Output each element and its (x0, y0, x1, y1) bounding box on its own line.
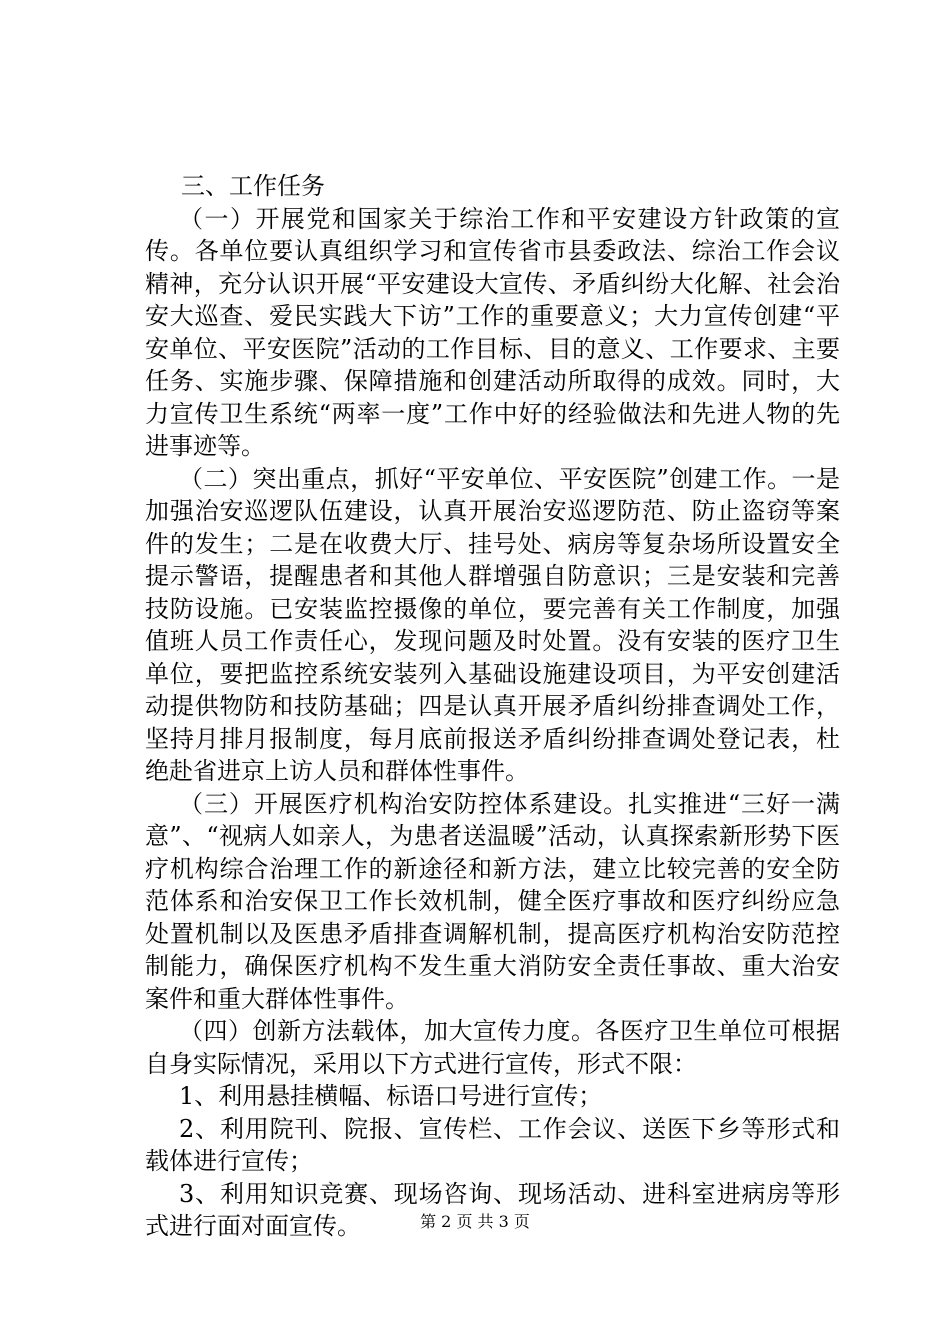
paragraph-1: （一）开展党和国家关于综治工作和平安建设方针政策的宣传。各单位要认真组织学习和宣传省市县委政法、综治工作会议精神，充分认识开展“平安建设大宣传、矛盾纠纷大化解、社会治安大巡查、爱民实践大下访”工作的重要意义；大力宣传创建“平安单位、平安医院”活动的工作目标、目的意义、工作要求、主要任务、实施步骤、保障措施和创建活动所取得的成效。同时，大力宣传卫生系统“两率一度”工作中好的经验做法和先进人物的先进事迹等。 (145, 204, 840, 460)
paragraph-3: （三）开展医疗机构治安防控体系建设。扎实推进“三好一满意”、“视病人如亲人，为患者送温暖”活动，认真探索新形势下医疗机构综合治理工作的新途径和新方法，建立比较完善的安全防范体系和治安保卫工作长效机制，健全医疗事故和医疗纠纷应急处置机制以及医患矛盾排查调解机制，提高医疗机构治安防范控制能力，确保医疗机构不发生重大消防安全责任事故、重大治安案件和重大群体性事件。 (145, 789, 840, 1013)
list-item-2: 2、利用院刊、院报、宣传栏、工作会议、送医下乡等形式和载体进行宣传； (145, 1114, 840, 1175)
paragraph-4: （四）创新方法载体，加大宣传力度。各医疗卫生单位可根据自身实际情况，采用以下方式进行宣传，形式不限： (145, 1017, 840, 1078)
section-heading: 三、工作任务 (181, 172, 325, 200)
list-item-1: 1、利用悬挂横幅、标语口号进行宣传； (179, 1082, 603, 1110)
paragraph-2: （二）突出重点，抓好“平安单位、平安医院”创建工作。一是加强治安巡逻队伍建设，认真开展治安巡逻防范、防止盗窃等案件的发生；二是在收费大厅、挂号处、病房等复杂场所设置安全提示警语，提醒患者和其他人群增强自防意识；三是安装和完善技防设施。已安装监控摄像的单位，要完善有关工作制度，加强值班人员工作责任心，发现问题及时处置。没有安装的医疗卫生单位，要把监控系统安装列入基础设施建设项目，为平安创建活动提供物防和技防基础；四是认真开展矛盾纠纷排查调处工作，坚持月排月报制度，每月底前报送矛盾纠纷排查调处登记表，杜绝赴省进京上访人员和群体性事件。 (145, 464, 840, 785)
document-body (145, 170, 840, 1243)
list-item-3: 3、利用知识竞赛、现场咨询、现场活动、进科室进病房等形式进行面对面宣传。 (145, 1179, 840, 1240)
page-number-footer: 第 2 页 共 3 页 (420, 1212, 530, 1231)
